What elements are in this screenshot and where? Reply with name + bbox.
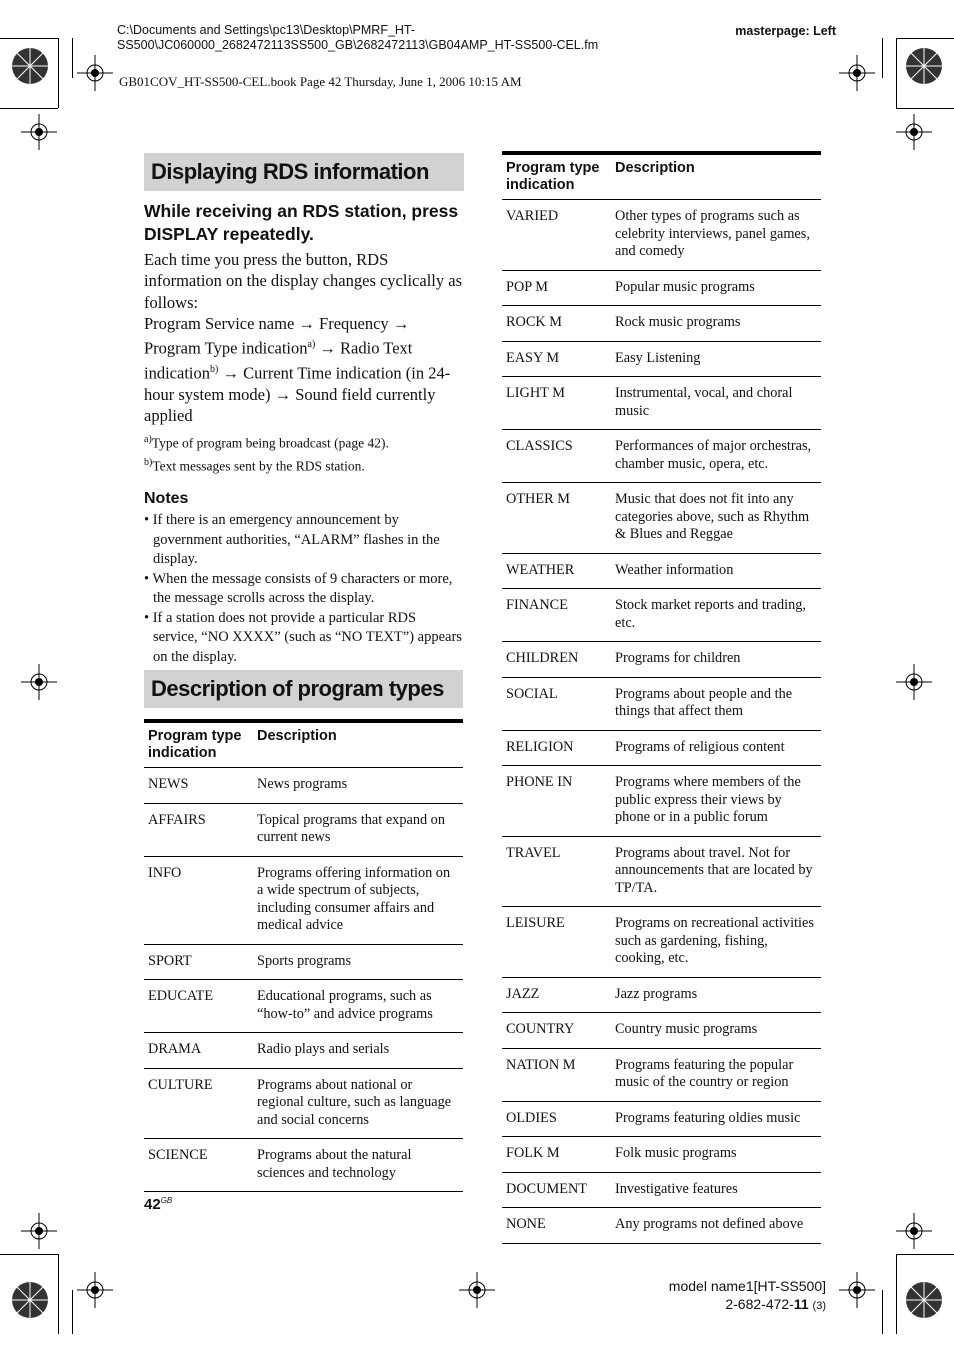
registration-circle-icon (904, 1280, 944, 1320)
model-code-bold: 11 (793, 1296, 809, 1312)
program-type-description: Folk music programs (611, 1137, 821, 1173)
table-row (502, 200, 821, 271)
table-row (502, 1208, 821, 1244)
registration-circle-icon (904, 46, 944, 86)
model-code: 2-682-472- (725, 1296, 794, 1312)
table-row (502, 766, 821, 837)
table-row (502, 1048, 821, 1101)
table-row (502, 377, 821, 430)
model-revision: (3) (812, 1300, 826, 1312)
program-type-description: Any programs not defined above (611, 1208, 821, 1244)
program-type-code: FOLK M (502, 1137, 611, 1173)
table-row (502, 1137, 821, 1173)
program-type-description: Music that does not fit into any categories above, such as Rhythm & Blues and Reggae (611, 483, 821, 554)
program-type-description: Sports programs (253, 944, 463, 980)
intro-text: Each time you press the button, RDS information on the display changes cyclically as follows: (144, 250, 462, 312)
table-row (144, 856, 463, 944)
file-path (117, 23, 598, 53)
footnote-text: Type of program being broadcast (page 42). (151, 435, 389, 451)
arrow-icon: → (392, 313, 410, 333)
crosshair-icon (896, 114, 932, 150)
program-type-code: LIGHT M (502, 377, 611, 430)
table-row (502, 589, 821, 642)
column-header: Program type indication (144, 721, 253, 768)
table-row (502, 483, 821, 554)
section-heading-program-types: Description of program types (144, 670, 463, 708)
seq-item: Program Service name (144, 313, 295, 333)
intro-paragraph (144, 249, 464, 426)
table-row (144, 1068, 463, 1139)
program-type-description: Programs of religious content (611, 730, 821, 766)
crosshair-icon (77, 1272, 113, 1308)
program-type-description: Programs featuring the popular music of the country or region (611, 1048, 821, 1101)
note-item: • If there is an emergency announcement by government authorities, “ALARM” flashes in the display. (144, 512, 440, 568)
footnotes (144, 430, 464, 475)
table-row (502, 836, 821, 907)
arrow-icon: → (274, 384, 292, 404)
page-suffix: GB (160, 1196, 173, 1205)
program-type-description: News programs (253, 768, 463, 804)
program-type-code: VARIED (502, 200, 611, 271)
table-row (144, 1139, 463, 1192)
page-number (144, 1196, 172, 1213)
program-type-code: OLDIES (502, 1101, 611, 1137)
page-number-value: 42 (144, 1196, 161, 1213)
model-info (669, 1277, 826, 1315)
crosshair-icon (459, 1272, 495, 1308)
seq-item: Current Time indication (in 24-hour system mode) (144, 363, 451, 404)
arrow-icon: → (222, 363, 239, 383)
program-type-description: Easy Listening (611, 341, 821, 377)
program-type-code: OTHER M (502, 483, 611, 554)
table-body (144, 768, 463, 1192)
program-type-code: COUNTRY (502, 1013, 611, 1049)
table-row (144, 980, 463, 1033)
model-name: model name1[HT-SS500] (668, 1278, 826, 1294)
notes-list (144, 511, 464, 667)
program-type-code: CHILDREN (502, 642, 611, 678)
table-row (144, 1033, 463, 1069)
table-row (502, 977, 821, 1013)
program-type-code: EASY M (502, 341, 611, 377)
table-row (502, 553, 821, 589)
program-type-code: CLASSICS (502, 430, 611, 483)
program-type-description: Jazz programs (611, 977, 821, 1013)
program-type-code: TRAVEL (502, 836, 611, 907)
crosshair-icon (77, 55, 113, 91)
program-type-table-right (502, 151, 821, 1244)
table-header-row (144, 721, 463, 768)
note-item: • When the message consists of 9 characters or more, the message scrolls across the display. (144, 570, 453, 607)
crosshair-icon (896, 1213, 932, 1249)
program-type-description: Programs where members of the public express their views by phone or in a public forum (611, 766, 821, 837)
program-type-code: FINANCE (502, 589, 611, 642)
program-type-code: CULTURE (144, 1068, 253, 1139)
program-type-code: POP M (502, 270, 611, 306)
program-type-description: Programs for children (611, 642, 821, 678)
program-type-code: EDUCATE (144, 980, 253, 1033)
note-item: • If a station does not provide a particular RDS service, “NO XXXX” (such as “NO TEXT”) appears on the display. (144, 609, 462, 665)
table-row (502, 430, 821, 483)
program-type-code: ROCK M (502, 306, 611, 342)
footnote-mark: b) (144, 456, 153, 468)
program-type-description: Weather information (611, 553, 821, 589)
note-text: When the message consists of 9 characters or more, the message scrolls across the display. (152, 570, 453, 607)
crosshair-icon (839, 55, 875, 91)
lead-instruction: While receiving an RDS station, press DISPLAY repeatedly. (144, 201, 459, 244)
crosshair-icon (896, 664, 932, 700)
program-type-description: Stock market reports and trading, etc. (611, 589, 821, 642)
program-type-description: Performances of major orchestras, chamber music, opera, etc. (611, 430, 821, 483)
program-type-description: Programs on recreational activities such as gardening, fishing, cooking, etc. (611, 907, 821, 978)
program-type-code: SOCIAL (502, 677, 611, 730)
footnote (144, 430, 464, 453)
table-row (502, 907, 821, 978)
program-type-description: Programs featuring oldies music (611, 1101, 821, 1137)
crosshair-icon (21, 1213, 57, 1249)
crosshair-icon (21, 664, 57, 700)
book-info-line: GB01COV_HT-SS500-CEL.book Page 42 Thursday, June 1, 2006 10:15 AM (119, 74, 522, 89)
file-path-line: SS500\JC060000_2682472113SS500_GB\2682472113\GB04AMP_HT-SS500-CEL.fm (117, 38, 599, 52)
program-type-code: NATION M (502, 1048, 611, 1101)
program-type-description: Popular music programs (611, 270, 821, 306)
program-type-code: SPORT (144, 944, 253, 980)
program-type-description: Educational programs, such as “how-to” and advice programs (253, 980, 463, 1033)
table-row (502, 1013, 821, 1049)
footnote-ref: b) (209, 363, 219, 375)
program-type-code: INFO (144, 856, 253, 944)
table-row (502, 642, 821, 678)
table-body (502, 200, 821, 1244)
program-type-code: PHONE IN (502, 766, 611, 837)
table-row (502, 677, 821, 730)
program-type-code: LEISURE (502, 907, 611, 978)
section-heading-rds: Displaying RDS information (144, 153, 464, 191)
table-row (502, 341, 821, 377)
column-header: Program type indication (502, 153, 611, 200)
program-type-description: Programs about travel. Not for announcements that are located by TP/TA. (611, 836, 821, 907)
footnote (144, 453, 464, 476)
footnote-ref: a) (307, 339, 316, 351)
seq-item: Program Type indication (144, 338, 308, 358)
program-type-description: Instrumental, vocal, and choral music (611, 377, 821, 430)
program-type-code: AFFAIRS (144, 803, 253, 856)
seq-item: Sound field currently applied (144, 384, 436, 426)
program-type-description: Other types of programs such as celebrity interviews, panel games, and comedy (611, 200, 821, 271)
program-type-description: Country music programs (611, 1013, 821, 1049)
program-type-code: SCIENCE (144, 1139, 253, 1192)
program-type-code: WEATHER (502, 553, 611, 589)
program-type-code: NEWS (144, 768, 253, 804)
registration-circle-icon (10, 1280, 50, 1320)
program-type-code: DRAMA (144, 1033, 253, 1069)
program-type-table-left (144, 719, 463, 1192)
program-type-description: Topical programs that expand on current news (253, 803, 463, 856)
model-code-line (669, 1295, 826, 1315)
table-header-row (502, 153, 821, 200)
column-header: Description (253, 721, 463, 768)
table-row (502, 306, 821, 342)
notes-heading: Notes (144, 490, 189, 508)
arrow-icon: → (319, 338, 336, 358)
table-row (144, 803, 463, 856)
registration-circle-icon (10, 46, 50, 86)
arrow-icon: → (298, 313, 315, 333)
column-header: Description (611, 153, 821, 200)
seq-item: Frequency (319, 313, 389, 333)
program-type-code: JAZZ (502, 977, 611, 1013)
footnote-mark: a) (144, 434, 152, 446)
program-type-code: RELIGION (502, 730, 611, 766)
program-type-description: Investigative features (611, 1172, 821, 1208)
footnote-text: Text messages sent by the RDS station. (152, 458, 365, 474)
note-text: If a station does not provide a particular RDS service, “NO XXXX” (such as “NO TEXT”) appears on the display. (152, 609, 462, 665)
note-text: If there is an emergency announcement by government authorities, “ALARM” flashes in the display. (152, 512, 440, 568)
table-row (502, 730, 821, 766)
program-type-description: Programs about the natural sciences and technology (253, 1139, 463, 1192)
table-row (502, 1172, 821, 1208)
table-row (502, 270, 821, 306)
crosshair-icon (839, 1272, 875, 1308)
file-path-line: C:\Documents and Settings\pc13\Desktop\PMRF_HT- (117, 23, 416, 37)
program-type-code: DOCUMENT (502, 1172, 611, 1208)
left-column (144, 153, 464, 667)
crosshair-icon (21, 114, 57, 150)
table-row (144, 944, 463, 980)
seq-item: Radio Text indication (144, 338, 413, 383)
table-row (144, 768, 463, 804)
table-row (502, 1101, 821, 1137)
program-type-description: Programs offering information on a wide spectrum of subjects, including consumer affairs and medical advice (253, 856, 463, 944)
program-type-description: Radio plays and serials (253, 1033, 463, 1069)
program-type-description: Programs about people and the things that affect them (611, 677, 821, 730)
program-type-description: Rock music programs (611, 306, 821, 342)
program-type-code: NONE (502, 1208, 611, 1244)
masterpage-label: masterpage: Left (735, 24, 836, 38)
program-type-description: Programs about national or regional culture, such as language and social concerns (253, 1068, 463, 1139)
